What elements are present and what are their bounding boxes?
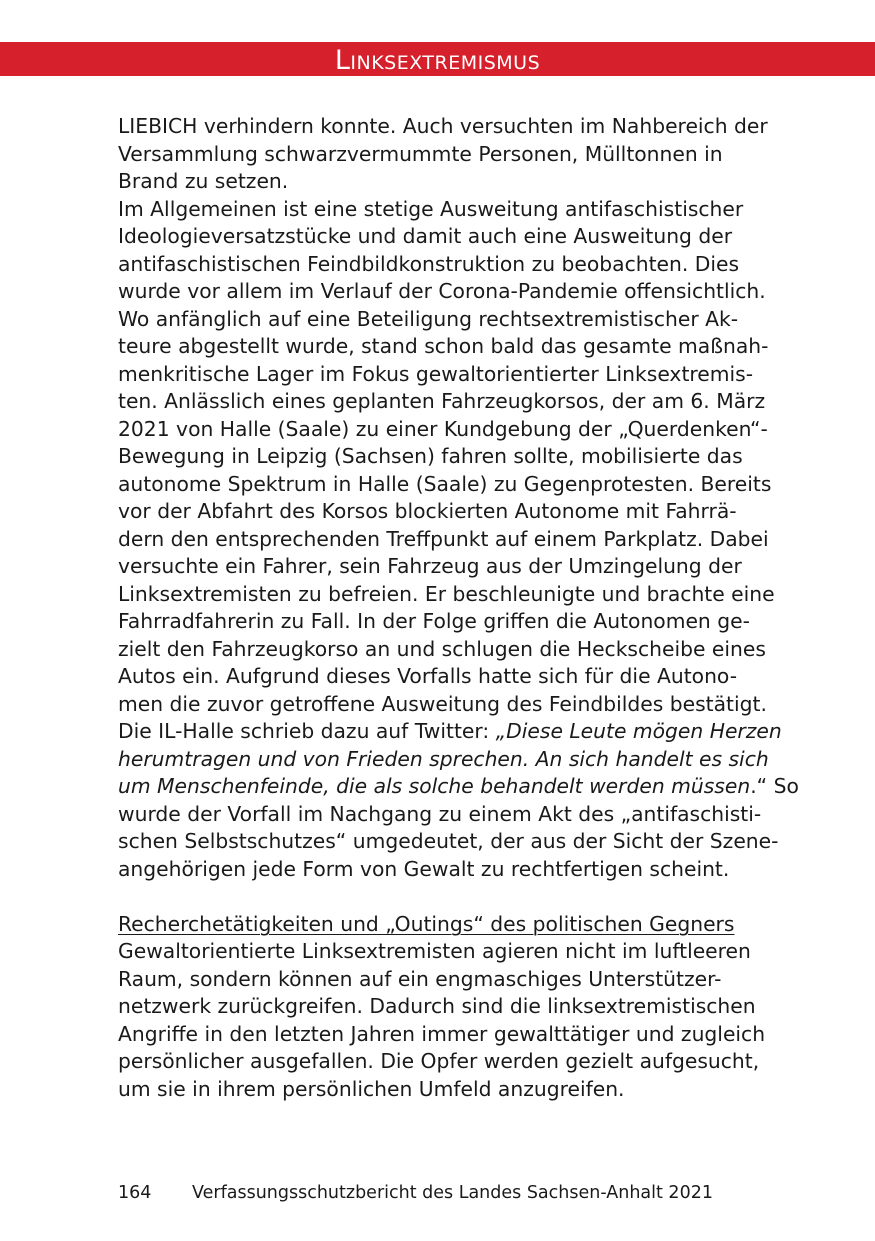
page-number: 164: [118, 1183, 152, 1203]
quote-intro: Die IL-Halle schrieb dazu auf Twitter:: [118, 719, 496, 743]
publication-title: Verfassungsschutzbericht des Landes Sachsen-Anhalt 2021: [192, 1183, 713, 1203]
text-line: schen Selbstschutzes“ umgedeutet, der aus der Sicht der Szene-: [118, 829, 779, 853]
text-line: Angriffe in den letzten Jahren immer gewalttätiger und zugleich: [118, 1021, 766, 1046]
text-line: Autos ein. Aufgrund dieses Vorfalls hatte sich für die Autono-: [118, 664, 738, 688]
text-line: [118, 911, 758, 939]
text-line: vor der Abfahrt des Korsos blockierten Autonome mit Fahrrä-: [118, 499, 737, 523]
page-footer: [118, 1181, 713, 1205]
text-line: Wo anfänglich auf eine Beteiligung rechtsextremistischer Ak-: [118, 306, 739, 331]
paragraph-part3: [118, 938, 766, 1103]
section-heading: Recherchetätigkeiten und „Outings“ des politischen Gegners: [118, 911, 735, 936]
quote-text: „Diese Leute mögen Herzen: [495, 719, 782, 743]
page-title: Linksextremismus: [334, 45, 541, 76]
text-line: Fahrradfahrerin zu Fall. In der Folge griffen die Autonomen ge-: [118, 609, 750, 633]
text-line: angehörigen jede Form von Gewalt zu rechtfertigen scheint.: [118, 856, 730, 881]
paragraph-gap: [118, 883, 758, 911]
text-line: antifaschistischen Feindbildkonstruktion zu beobachten. Dies: [118, 251, 740, 276]
text-line: Raum, sondern können auf ein engmaschiges Unterstützer-: [118, 966, 722, 991]
paragraph-part1: [118, 113, 775, 718]
quote-text: herumtragen und von Frieden sprechen. An sich handelt es sich: [118, 746, 769, 771]
text-line: 2021 von Halle (Saale) zu einer Kundgebung der „Querdenken“-: [118, 416, 768, 441]
text-line: [118, 718, 782, 746]
text-line: um sie in ihrem persönlichen Umfeld anzugreifen.: [118, 1076, 625, 1101]
text-line: netzwerk zurückgreifen. Dadurch sind die linksextremistischen: [118, 994, 756, 1018]
text-line: dern den entsprechenden Treffpunkt auf einem Parkplatz. Dabei: [118, 526, 769, 551]
text-line: versuchte ein Fahrer, sein Fahrzeug aus der Umzingelung der: [118, 554, 742, 578]
text-line: ten. Anlässlich eines geplanten Fahrzeugkorsos, der am 6. März: [118, 389, 766, 413]
paragraph-part2: [118, 801, 779, 884]
text-line: [118, 773, 799, 801]
text-line: Im Allgemeinen ist eine stetige Ausweitung antifaschistischer: [118, 196, 744, 221]
text-line: wurde vor allem im Verlauf der Corona-Pandemie offensichtlich.: [118, 279, 766, 303]
text-line: LIEBICH verhindern konnte. Auch versuchten im Nahbereich der: [118, 114, 768, 138]
text-line: Linksextremisten zu befreien. Er beschleunigte und brachte eine: [118, 581, 775, 606]
text-line: Bewegung in Leipzig (Sachsen) fahren sollte, mobilisierte das: [118, 444, 743, 468]
text-line: Gewaltorientierte Linksextremisten agieren nicht im luftleeren: [118, 939, 751, 963]
text-line: Versammlung schwarzvermummte Personen, Mülltonnen in: [118, 141, 723, 166]
text-line: teure abgestellt wurde, stand schon bald das gesamte maßnah-: [118, 334, 769, 358]
main-text: [118, 113, 799, 1103]
text-line: men die zuvor getroffene Ausweitung des Feindbildes bestätigt.: [118, 691, 767, 716]
quote-text: um Menschenfeinde, die als solche behandelt werden müssen: [118, 774, 751, 798]
text-line: Ideologieversatzstücke und damit auch eine Ausweitung der: [118, 224, 733, 248]
text-line: persönlicher ausgefallen. Die Opfer werden gezielt aufgesucht,: [118, 1049, 760, 1073]
quote-after: .“ So: [750, 774, 799, 798]
text-line: menkritische Lager im Fokus gewaltorientierter Linksextremis-: [118, 361, 754, 386]
text-line: zielt den Fahrzeugkorso an und schlugen die Heckscheibe eines: [118, 636, 766, 661]
text-line: autonome Spektrum in Halle (Saale) zu Gegenprotesten. Bereits: [118, 471, 772, 496]
text-line: wurde der Vorfall im Nachgang zu einem Akt des „antifaschisti-: [118, 801, 762, 826]
text-line: Brand zu setzen.: [118, 169, 289, 193]
